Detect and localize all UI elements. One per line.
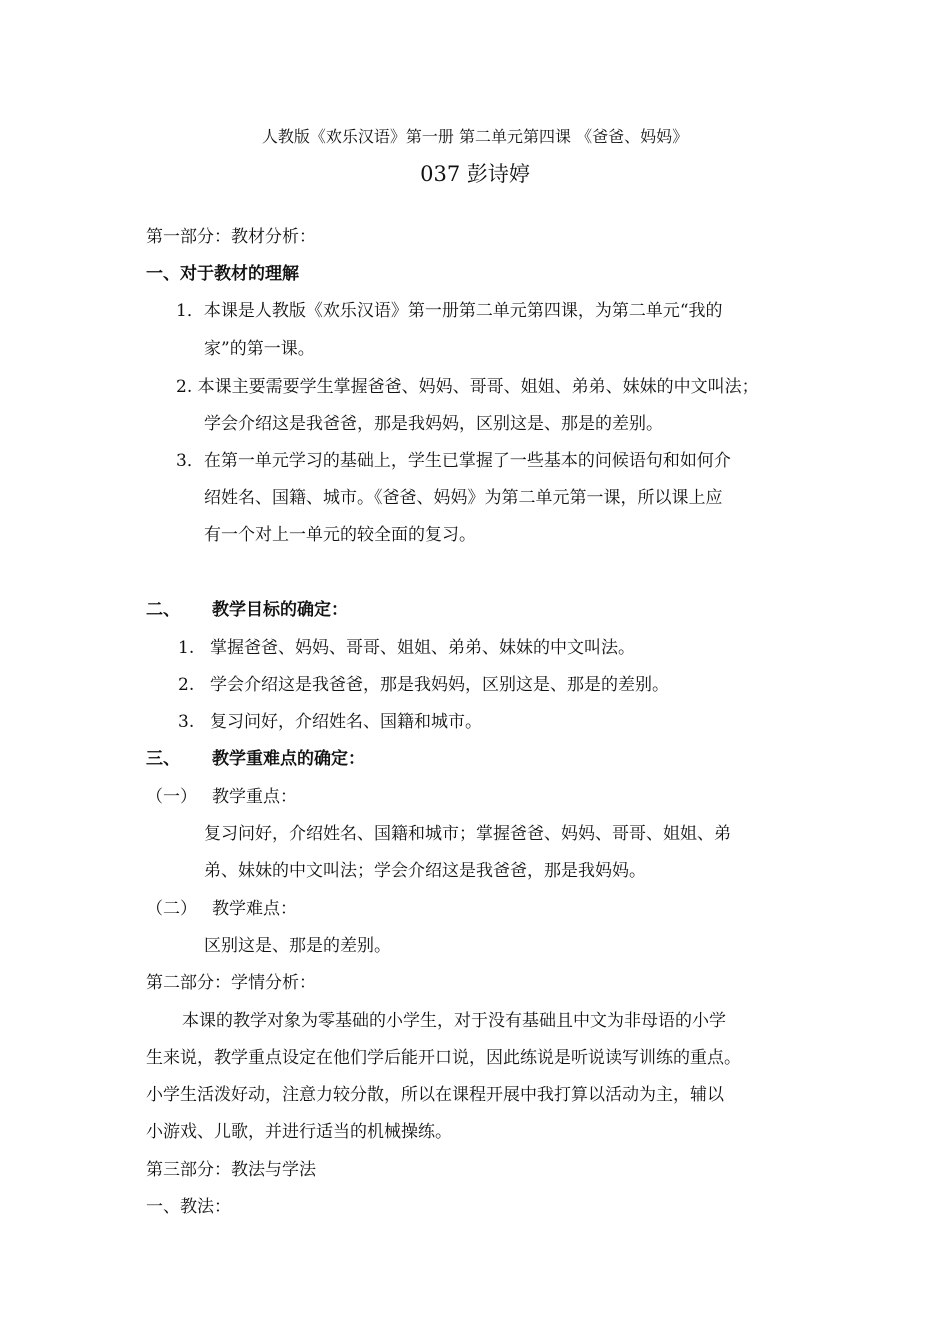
section1-item2-line1: 2. 本课主要需要学生掌握爸爸、妈妈、哥哥、姐姐、弟弟、妹妹的中文叫法； bbox=[176, 377, 759, 397]
goal-text: 掌握爸爸、妈妈、哥哥、姐姐、弟弟、妹妹的中文叫法。 bbox=[210, 638, 635, 658]
section1-heading: 一、对于教材的理解 bbox=[146, 264, 299, 284]
subsection2-number: （二） bbox=[146, 899, 197, 919]
section2-heading: 教学目标的确定： bbox=[212, 600, 348, 620]
subsection1-label: 教学重点： bbox=[212, 787, 297, 807]
part2-paragraph-line4: 小游戏、儿歌，并进行适当的机械操练。 bbox=[146, 1122, 452, 1142]
section3-heading: 教学重难点的确定： bbox=[212, 749, 365, 769]
subsection2-line1: 区别这是、那是的差别。 bbox=[204, 936, 391, 956]
section1-item3-line1: 3．在第一单元学习的基础上，学生已掌握了一些基本的问候语句和如何介 bbox=[176, 451, 731, 471]
goal-text: 学会介绍这是我爸爸，那是我妈妈，区别这是、那是的差别。 bbox=[210, 675, 669, 695]
subsection1-number: （一） bbox=[146, 787, 197, 807]
section1-item2-line2: 学会介绍这是我爸爸，那是我妈妈，区别这是、那是的差别。 bbox=[204, 414, 663, 434]
subsection2-label: 教学难点： bbox=[212, 899, 297, 919]
part2-paragraph-line3: 小学生活泼好动，注意力较分散，所以在课程开展中我打算以活动为主，辅以 bbox=[146, 1085, 724, 1105]
part2-paragraph-line1: 本课的教学对象为零基础的小学生，对于没有基础且中文为非母语的小学 bbox=[182, 1011, 726, 1031]
document-author: 037 彭诗婷 bbox=[420, 162, 530, 186]
goal-number: 3. bbox=[178, 712, 195, 732]
document-title: 人教版《欢乐汉语》第一册 第二单元第四课 《爸爸、妈妈》 bbox=[261, 127, 689, 146]
section1-item3-line2: 绍姓名、国籍、城市。《爸爸、妈妈》为第二单元第一课，所以课上应 bbox=[204, 488, 723, 508]
part3-heading: 第三部分：教法与学法 bbox=[146, 1160, 316, 1180]
part2-heading: 第二部分：学情分析： bbox=[146, 973, 316, 993]
goal-number: 1. bbox=[178, 638, 195, 658]
section2-number: 二、 bbox=[146, 600, 180, 620]
goal-number: 2. bbox=[178, 675, 195, 695]
goal-text: 复习问好，介绍姓名、国籍和城市。 bbox=[210, 712, 482, 732]
subsection1-line1: 复习问好，介绍姓名、国籍和城市；掌握爸爸、妈妈、哥哥、姐姐、弟 bbox=[204, 824, 731, 844]
section1-item1-line2: 家”的第一课。 bbox=[204, 339, 315, 359]
part2-paragraph-line2: 生来说，教学重点设定在他们学后能开口说，因此练说是听说读写训练的重点。 bbox=[146, 1048, 741, 1068]
part3-subheading: 一、教法： bbox=[146, 1197, 231, 1217]
section3-number: 三、 bbox=[146, 749, 180, 769]
section1-item1-line1: 1．本课是人教版《欢乐汉语》第一册第二单元第四课，为第二单元“我的 bbox=[176, 301, 723, 321]
subsection1-line2: 弟、妹妹的中文叫法；学会介绍这是我爸爸，那是我妈妈。 bbox=[204, 861, 646, 881]
part1-heading: 第一部分：教材分析： bbox=[146, 227, 316, 247]
section1-item3-line3: 有一个对上一单元的较全面的复习。 bbox=[204, 525, 476, 545]
